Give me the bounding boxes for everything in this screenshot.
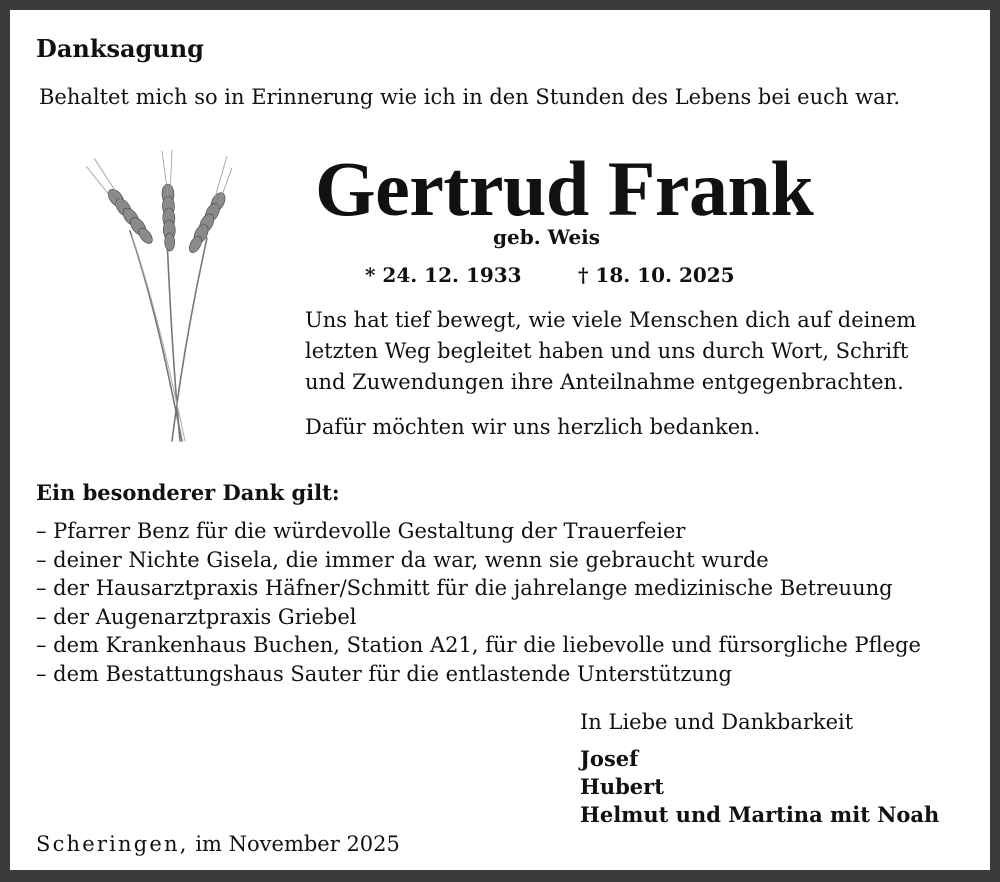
list-item: – der Hausarztpraxis Häfner/Schmitt für die jahrelange medizinische Betreuung (36, 576, 893, 600)
message-line: und Zuwendungen ihre Anteilnahme entgegenbrachten. (305, 370, 904, 394)
place-name: Scheringen, (36, 832, 189, 856)
death-date: † 18. 10. 2025 (578, 263, 735, 287)
birth-date: * 24. 12. 1933 (365, 263, 522, 287)
list-item: – der Augenarztpraxis Griebel (36, 604, 357, 629)
notice-heading: Danksagung (36, 34, 204, 63)
motto-quote: Behaltet mich so in Erinnerung wie ich in den Stunden des Lebens bei euch war. (39, 85, 900, 109)
signer-name: Josef (580, 746, 639, 771)
list-item: – dem Krankenhaus Buchen, Station A21, für die liebevolle und fürsorgliche Pflege (36, 633, 921, 657)
signer-name: Helmut und Martina mit Noah (580, 802, 940, 827)
special-thanks-heading: Ein besonderer Dank gilt: (36, 480, 340, 505)
signer-name: Hubert (580, 774, 664, 799)
special-thanks-list (36, 517, 921, 688)
maiden-name: geb. Weis (493, 225, 601, 249)
list-item: – dem Bestattungshaus Sauter für die entlastende Unterstützung (36, 661, 732, 686)
list-item: – Pfarrer Benz für die würdevolle Gestaltung der Trauerfeier (36, 519, 686, 543)
message-line: letzten Weg begleitet haben und uns durch Wort, Schrift (305, 339, 909, 363)
list-item: – deiner Nichte Gisela, die immer da war, wenn sie gebraucht wurde (36, 547, 769, 572)
notice-date: im November 2025 (188, 832, 400, 856)
thanks-line: Dafür möchten wir uns herzlich bedanken. (305, 415, 761, 439)
closing-phrase: In Liebe und Dankbarkeit (580, 710, 854, 734)
place-and-date (36, 832, 400, 856)
message-line: Uns hat tief bewegt, wie viele Menschen dich auf deinem (305, 308, 917, 332)
deceased-name: Gertrud Frank (315, 145, 814, 232)
wheat-ears-icon (72, 146, 232, 446)
